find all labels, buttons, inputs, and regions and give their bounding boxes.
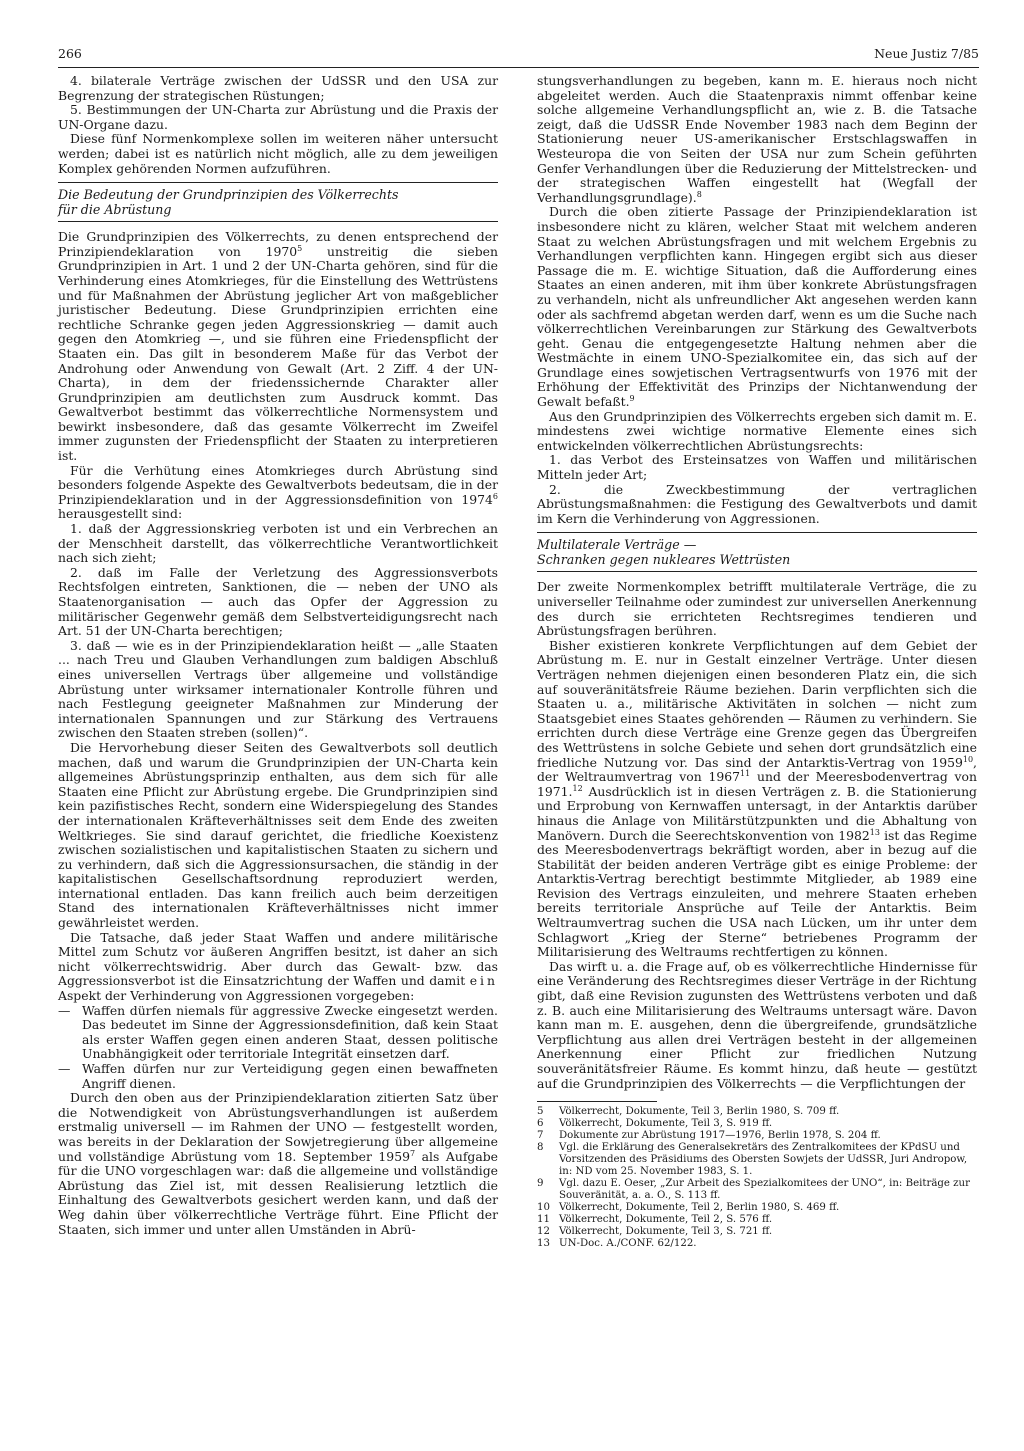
paragraph: Aus den Grundprinzipien des Völkerrechts ergeben sich damit m. E. mindestens zwei wichtige normative Elemente eines sich entwickelnden völkerrechtlichen Abrüstungsrechts:: [537, 408, 978, 453]
footnote: [537, 1238, 977, 1250]
heading-line: für die Abrüstung: [58, 202, 172, 218]
footnote-ref: 6: [492, 491, 498, 501]
list-item: — Waffen dürfen niemals für aggressive Zwecke eingesetzt werden. Das bedeutet im Sinne der Aggressionsdefinition, daß kein Staat als erster Waffen gegen einen anderen Staat, dessen politische Unabhängigkeit oder territoriale Integrität einsetzen darf.: [58, 1004, 498, 1062]
text-run: als Aufgabe für die UNO vorgeschlagen war: daß die allgemeine und vollständige Abrüstung das Ziel ist, mit dessen Realisierung letztlich die Einhaltung des Gewaltverbots gesichert werden kann, und daß der Weg dahin über völkerrechtliche Verträge führt. Eine Pflicht der Staaten, sich immer und unter allen Umständen in Abrü-: [58, 1148, 498, 1237]
footnote: [537, 1214, 977, 1226]
footnote: [537, 1142, 977, 1178]
paragraph: Diese fünf Normenkomplexe sollen im weiteren näher untersucht werden; dabei ist es natürlich nicht möglich, alle zu dem jeweiligen Komplex gehörenden Normen aufzuführen.: [58, 131, 498, 176]
left-column: [58, 74, 498, 1237]
footnote-number: 9: [537, 1178, 544, 1190]
footnote-ref: 9: [629, 393, 635, 403]
text-run: unstreitig die sieben Grundprinzipien in Art. 1 und 2 der UN-Charta gehören, sind für die Verhinderung eines Atomkrieges, für die Einstellung des Wettrüstens und für Maßnahmen der Abrüstung jeglicher Art von maßgeblicher juristischer Bedeutung. Diese Grundprinzipien errichten eine rechtliche Schranke gegen jeden Aggressionskrieg — damit auch gegen den Atomkrieg —, und sie führen eine Friedenspflicht der Staaten ein. Das gilt in besonderem Maße für das Verbot der Androhung oder Anwendung von Gewalt (Art. 2 Ziff. 4 der UN-Charta), in dem der friedenssichernde Charakter aller Grundprinzipien am deutlichsten zum Ausdruck kommt. Das Gewaltverbot bestimmt das völkerrechtliche Normensystem und bewirkt insbesondere, daß das gesamte Völkerrecht im Zweifel immer zugunsten der Friedenspflicht der Staaten zu interpretieren ist.: [58, 243, 498, 464]
paragraph: 4. bilaterale Verträge zwischen der UdSSR und den USA zur Begrenzung der strategischen Rüstungen;: [58, 73, 498, 103]
text-run: Ausdrücklich ist in diesen Verträgen z. B. die Stationierung und Erprobung von Kernwaffen untersagt, in der Antarktis darüber hinaus die Anlage von Militärstützpunkten und die Abhaltung von Manövern. Durch die Seerechtskonvention von 1982: [537, 783, 977, 843]
header-rule: [58, 67, 979, 68]
footnote-ref: 11: [740, 769, 751, 778]
text-run: Die Tatsache, daß jeder Staat Waffen und andere militärische Mittel zum Schutz vor äußeren Angriffen besitzt, ist daher an sich nicht völkerrechtswidrig. Aber durch das Gewalt- bzw. das Aggressionsverbot ist die Einsatzrichtung der Waffen und damit: [58, 929, 498, 989]
heading-line: Schranken gegen nukleares Wettrüsten: [537, 552, 791, 568]
section-heading: [537, 532, 977, 572]
paragraph: [58, 931, 498, 1004]
footnote-text: Dokumente zur Abrüstung 1917—1976, Berlin 1978, S. 204 ff.: [559, 1130, 881, 1142]
footnote-number: 13: [537, 1238, 550, 1250]
emphasis: ein: [469, 973, 498, 989]
paragraph: [537, 205, 977, 409]
text-run: herausgestellt sind:: [58, 506, 183, 522]
footnote: [537, 1178, 977, 1202]
footnote-text: Völkerrecht, Dokumente, Teil 2, Berlin 1980, S. 469 ff.: [559, 1202, 840, 1214]
page-header: [58, 46, 979, 64]
footnote-number: 11: [537, 1214, 550, 1226]
paragraph: Die Hervorhebung dieser Seiten des Gewaltverbots soll deutlich machen, daß und warum die Grundprinzipien der UN-Charta kein allgemeines Abrüstungsprinzip enthalten, aus dem sich für alle Staaten eine Pflicht zur Abrüstung ergebe. Die Grundprinzipien sind kein pazifistisches Recht, sondern eine Widerspiegelung des Standes der internationalen Kräfteverhältnisses seit dem Ende des zweiten Weltkrieges. Sie sind darauf gerichtet, die friedliche Koexistenz zwischen sozialistischen und kapitalistischen Staaten zu sichern und zu verhindern, daß sich die Aggressionsursachen, die ständig in der kapitalistischen Gesellschaftsordnung reproduziert werden, international entladen. Das kann freilich auch beim derzeitigen Stand des internationalen Kräfteverhältnisses nicht immer gewährleistet werden.: [58, 739, 498, 931]
text-run: Durch den oben aus der Prinzipiendeklaration zitierten Satz über die Notwendigkeit von Abrüstungsverhandlungen ist außerdem erstmalig universell — im Rahmen der UNO — festgestellt worden, was bereits in der Deklaration der Sowjetregierung über allgemeine und vollständige Abrüstung vom 18. September 1959: [58, 1090, 498, 1164]
paragraph: Das wirft u. a. die Frage auf, ob es völkerrechtliche Hindernisse für eine Veränderung des Rechtsregimes dieser Verträge in der Richtung gibt, daß eine Revision zugunsten des Wettrüstens verboten und daß z. B. auch eine Militarisierung des Weltraums untersagt wäre. Davon kann man m. E. ausgehen, denn die übergreifende, grundsätzliche Verpflichtung aus allen drei Verträgen besteht in der allgemeinen Anerkennung einer Pflicht zur friedlichen Nutzung souveränitätsfreier Räume. Es kommt hinzu, daß heute — gestützt auf die Grundprinzipien des Völkerrechts — die Verpflichtungen der: [537, 958, 977, 1091]
footnote: [537, 1118, 977, 1130]
paragraph: [537, 639, 977, 960]
paragraph: [58, 230, 498, 464]
paragraph: Der zweite Normenkomplex betrifft multilaterale Verträge, die zu universeller Teilnahme oder zumindest zur universellen Anerkennung des durch sie errichteten Rechtsregimes tendieren und Abrüstungsfragen berühren.: [537, 579, 977, 639]
heading-line: Die Bedeutung der Grundprinzipien des Völkerrechts: [58, 187, 399, 203]
footnote: [537, 1226, 977, 1238]
footnotes: [537, 1106, 977, 1250]
footnote-number: 7: [537, 1130, 544, 1142]
text-run: Bisher existieren konkrete Verpflichtungen auf dem Gebiet der Abrüstung m. E. nur in Gestalt einzelner Verträge. Unter diesen Verträgen nehmen diejenigen einen besonderen Platz ein, die sich auf souveränitätsfreie Räume beziehen. Darin verpflichten sich die Staaten u. a., militärische Aktivitäten in solchen — nicht zum Staatsgebiet eines Staates gehörenden — Räumen zu verhindern. Sie errichten durch diese Verträge eine Grenze gegen das Übergreifen des Wettrüstens in solche Gebiete und sehen dort grundsätzlich eine friedliche Nutzung vor. Das sind der Antarktis-Vertrag von 1959: [537, 637, 977, 770]
footnote-ref: 8: [696, 189, 702, 199]
footnote-text: Völkerrecht, Dokumente, Teil 3, S. 721 ff.: [559, 1226, 773, 1238]
footnote-number: 8: [537, 1142, 544, 1154]
paragraph: [537, 74, 977, 205]
footnote-text: UN-Doc. A./CONF. 62/122.: [559, 1238, 697, 1250]
list-item: — Waffen dürfen nur zur Verteidigung gegen einen bewaffneten Angriff dienen.: [58, 1062, 498, 1091]
list-item: 2. die Zweckbestimmung der vertraglichen Abrüstungsmaßnahmen: die Festigung des Gewaltverbots und damit im Kern die Verhinderung von Aggressionen.: [537, 481, 977, 526]
footnote-ref: 13: [869, 827, 880, 837]
text-run: Durch die oben zitierte Passage der Prinzipiendeklaration ist insbesondere nicht zu klären, welcher Staat mit welchem anderen Staat zu welchen Abrüstungsfragen und mit welchem Ergebnis zu Verhandlungen verpflichten kann. Hingegen ergibt sich aus dieser Passage die m. E. wichtige Situation, daß die Aufforderung eines Staates an einen anderen, mit ihm über konkrete Abrüstungsfragen zu verhandeln, nicht als unfreundlicher Akt angesehen werden kann oder als sachfremd abgetan werden darf, wenn es um die Suche nach völkerrechtlichen Vereinbarungen zur Stärkung des Gewaltverbots geht. Genau die entgegengesetzte Haltung nehmen aber die Westmächte in einem UNO-Spezialkomitee ein, das sich auf der Grundlage eines sowjetischen Vertragsentwurfs von 1976 mit der Erhöhung der Effektivität des Prinzips der Nichtanwendung der Gewalt befaßt.: [537, 204, 977, 410]
list-item: 1. daß der Aggressionskrieg verboten ist und ein Verbrechen an der Menschheit darstellt, das völkerrechtliche Verantwortlichkeit nach sich zieht;: [58, 521, 498, 566]
footnote-rule: [537, 1101, 657, 1102]
text-run: Für die Verhütung eines Atomkrieges durch Abrüstung sind besonders folgende Aspekte des Gewaltverbots bedeutsam, die in der Prinzipiendeklaration und in der Aggressionsdefinition von 1974: [58, 462, 498, 507]
paragraph: [58, 464, 498, 522]
text-run: und der Meeresbodenvertrag von 1971.: [537, 769, 977, 799]
footnote-number: 10: [537, 1202, 550, 1214]
footnote-number: 6: [537, 1118, 544, 1130]
text-run: stungsverhandlungen zu begeben, kann m. E. hieraus noch nicht abgeleitet werden. Auch die Staatenpraxis nimmt offenbar keine solche allgemeine Verhandlungspflicht an, wie z. B. die Tatsache zeigt, daß die UdSSR Ende November 1983 nach dem Beginn der Stationierung neuer US-amerikanischer Erstschlagswaffen in Westeuropa die von Seiten der USA nur zum Schein geführten Genfer Verhandlungen über die Reduzierung der Mittelstrecken- und der strategischen Waffen eingestellt hat (Wegfall der Verhandlungsgrundlage).: [537, 73, 977, 205]
footnote-number: 5: [537, 1106, 544, 1118]
paragraph: [58, 1091, 498, 1237]
dash-list: [58, 1004, 498, 1092]
text-run: Die Grundprinzipien des Völkerrechts, zu denen entsprechend der Prinzipiendeklaration von 1970: [58, 229, 498, 259]
page-number: 266: [58, 46, 82, 61]
footnote: [537, 1130, 977, 1142]
footnote-ref: 10: [962, 754, 974, 764]
heading-line: Multilaterale Verträge —: [537, 537, 697, 553]
list-item: 3. daß — wie es in der Prinzipiendeklaration heißt — „alle Staaten ... nach Treu und Glauben Verhandlungen zum baldigen Abschluß eines universellen Vertrags über allgemeine und vollständige Abrüstung unter wirksamer internationaler Kontrolle führen und nach Festlegung geeigneter Maßnahmen zur Minderung der internationalen Spannungen und zur Stärkung des Vertrauens zwischen den Staaten streben (sollen)“.: [58, 637, 498, 741]
footnote: [537, 1106, 977, 1118]
footnote-text: Völkerrecht, Dokumente, Teil 3, S. 919 ff.: [559, 1118, 773, 1130]
right-column: [537, 74, 977, 1250]
list-item: 1. das Verbot des Ersteinsatzes von Waffen und militärischen Mitteln jeder Art;: [537, 452, 977, 483]
footnote-number: 12: [537, 1226, 550, 1238]
text-run: , der Weltraumvertrag von 1967: [537, 754, 977, 785]
journal-title: Neue Justiz 7/85: [874, 46, 979, 61]
footnote-text: Völkerrecht, Dokumente, Teil 2, S. 576 ff.: [559, 1214, 773, 1226]
footnote-text: Vgl. die Erklärung des Generalsekretärs des Zentralkomitees der KPdSU und Vorsitzenden des Präsidiums des Obersten Sowjets der UdSSR, Juri Andropow, in: ND vom 25. November 1983, S. 1.: [559, 1142, 968, 1178]
list-item: 2. daß im Falle der Verletzung des Aggressionsverbots Rechtsfolgen eintreten, Sanktionen, die — neben der UNO als Staatenorganisation — auch das Opfer der Aggression zu militärischer Gegenwehr gemäß dem Selbstverteidigungsrecht nach Art. 51 der UN-Charta berechtigen;: [58, 564, 498, 639]
footnote-ref: 5: [297, 243, 303, 253]
footnote-text: Völkerrecht, Dokumente, Teil 3, Berlin 1980, S. 709 ff.: [559, 1106, 840, 1118]
footnote-ref: 12: [572, 783, 583, 793]
footnote-ref: 7: [409, 1148, 416, 1158]
section-heading: [58, 182, 498, 222]
text-run: ist das Regime des Meeresbodenvertrags bekräftigt worden, aber in bezug auf die Stabilität der beiden anderen Verträge gibt es einige Probleme: der Antarktis-Vertrag berechtigt bestimmte Mitglieder, ab 1989 eine Revision des Vertrags einzuleiten, und mehrere Staaten erheben bereits territoriale Ansprüche auf Teile der Antarktis. Beim Weltraumvertrag suchen die USA nach Lücken, um ihr unter dem Schlagwort „Krieg der Sterne“ betriebenes Programm der Militarisierung des Weltraums rechtfertigen zu können.: [537, 827, 977, 960]
paragraph: 5. Bestimmungen der UN-Charta zur Abrüstung und die Praxis der UN-Organe dazu.: [58, 102, 498, 132]
footnote-text: Vgl. dazu E. Oeser, „Zur Arbeit des Spezialkomitees der UNO“, in: Beiträge zur Souveränität, a. a. O., S. 113 ff.: [559, 1178, 970, 1202]
text-run: Aspekt der Verhinderung von Aggressionen vorgegeben:: [58, 988, 415, 1004]
footnote: [537, 1202, 977, 1214]
